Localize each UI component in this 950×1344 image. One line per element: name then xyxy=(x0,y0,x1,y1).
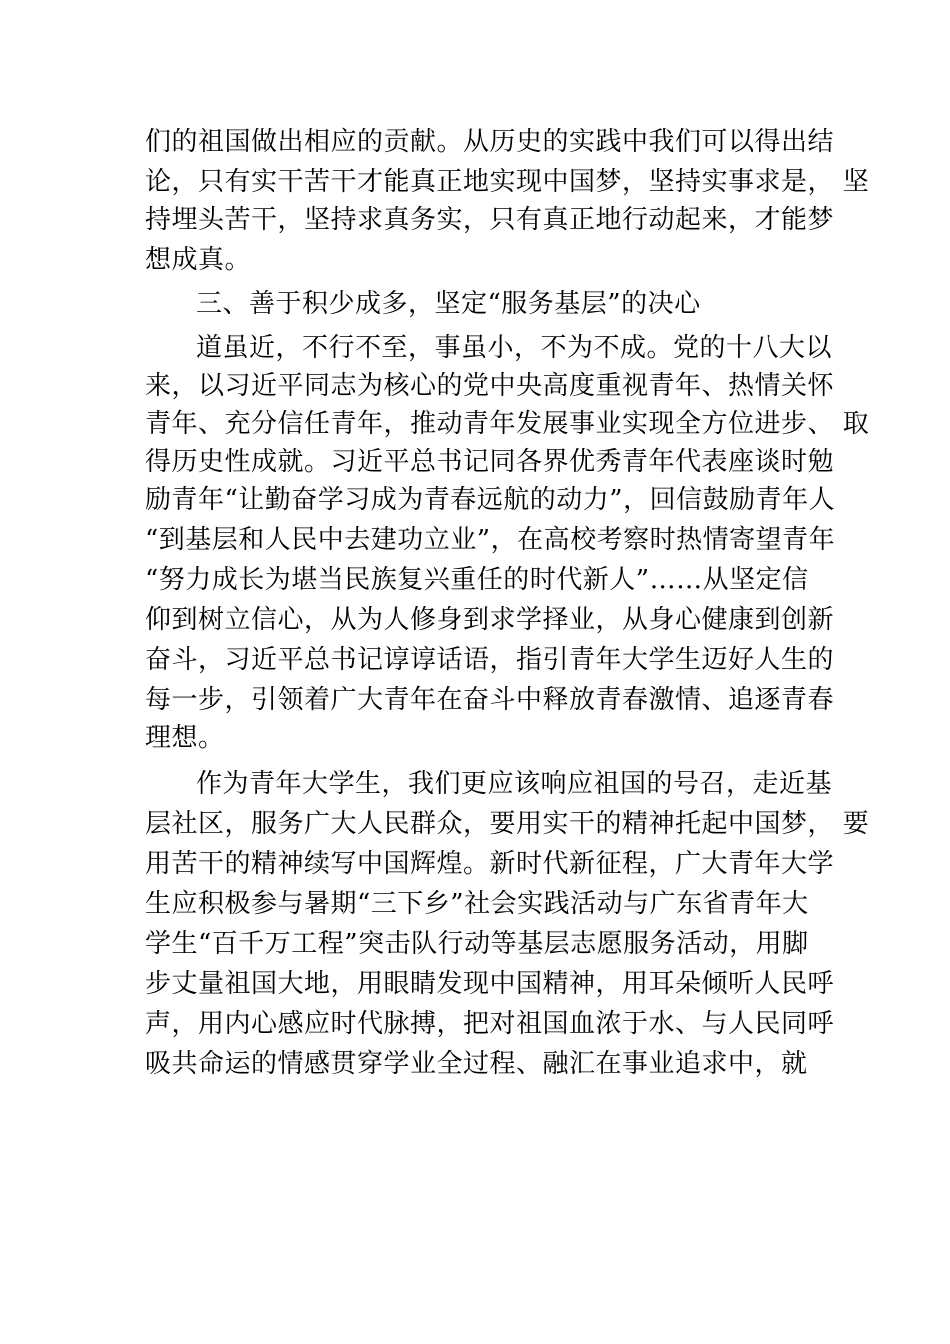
text-line: 步丈量祖国大地，用眼睛发现中国精神，用耳朵倾听人民呼 xyxy=(145,969,835,999)
text-line: 吸共命运的情感贯穿学业全过程、融汇在事业追求中，就 xyxy=(145,1049,808,1079)
text-line: 理想。 xyxy=(145,723,225,753)
text-line: 层社区，服务广大人民群众，要用实干的精神托起中国梦， 要 xyxy=(145,809,870,839)
text-line: 每一步，引领着广大青年在奋斗中释放青春激情、追逐青春 xyxy=(145,685,835,715)
text-line: 用苦干的精神续写中国辉煌。新时代新征程，广大青年大学 xyxy=(145,849,835,879)
text-line: 持埋头苦干，坚持求真务实，只有真正地行动起来，才能梦 xyxy=(145,205,835,235)
text-line: 仰到树立信心，从为人修身到求学择业，从身心健康到创新 xyxy=(145,605,835,635)
text-line: 道虽近，不行不至，事虽小，不为不成。党的十八大以 xyxy=(196,333,833,363)
text-line: 想成真。 xyxy=(145,245,252,275)
text-line: 作为青年大学生，我们更应该响应祖国的号召，走近基 xyxy=(196,769,833,799)
text-line: 青年、充分信任青年，推动青年发展事业实现全方位进步、 取 xyxy=(145,409,870,439)
text-line: “到基层和人民中去建功立业”，在高校考察时热情寄望青年 xyxy=(145,525,836,555)
text-line: 们的祖国做出相应的贡献。从历史的实践中我们可以得出结 xyxy=(145,127,835,157)
text-line: 来，以习近平同志为核心的党中央高度重视青年、热情关怀 xyxy=(145,371,835,401)
text-line: “努力成长为堪当民族复兴重任的时代新人”……从坚定信 xyxy=(145,565,809,595)
text-line: 励青年“让勤奋学习成为青春远航的动力”，回信鼓励青年人 xyxy=(145,485,836,515)
section-heading: 三、善于积少成多，坚定“服务基层”的决心 xyxy=(196,289,701,319)
text-line: 声，用内心感应时代脉搏，把对祖国血浓于水、与人民同呼 xyxy=(145,1009,835,1039)
text-line: 生应积极参与暑期“三下乡”社会实践活动与广东省青年大 xyxy=(145,889,809,919)
text-line: 奋斗，习近平总书记谆谆话语，指引青年大学生迈好人生的 xyxy=(145,645,835,675)
text-line: 论，只有实干苦干才能真正地实现中国梦，坚持实事求是， 坚 xyxy=(145,167,870,197)
text-line: 得历史性成就。习近平总书记同各界优秀青年代表座谈时勉 xyxy=(145,447,835,477)
text-line: 学生“百千万工程”突击队行动等基层志愿服务活动，用脚 xyxy=(145,929,809,959)
